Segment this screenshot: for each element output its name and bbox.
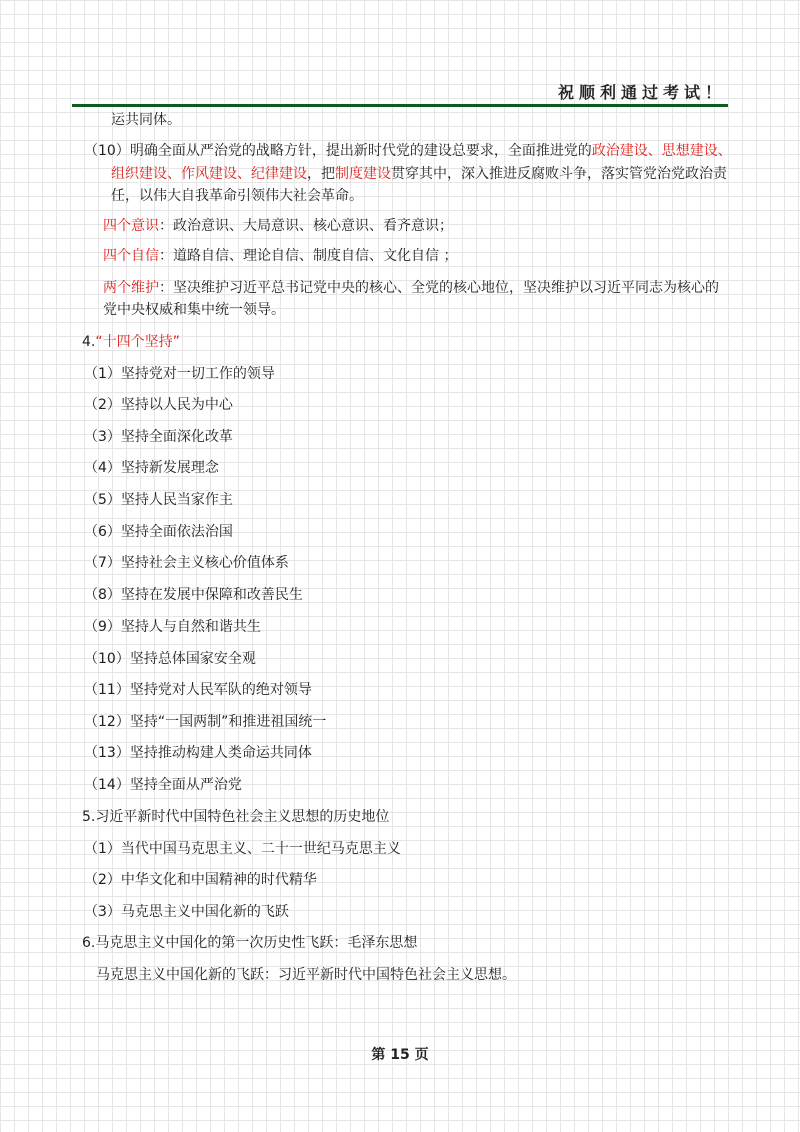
section4-title: “十四个坚持”: [95, 334, 180, 350]
list-item: （3）坚持全面深化改革: [84, 429, 233, 445]
page-number: 第 15 页: [371, 1047, 429, 1063]
section5-title: 5.习近平新时代中国特色社会主义思想的历史地位: [82, 809, 390, 825]
section4-number: 4.: [82, 334, 96, 350]
list-item: （1）当代中国马克思主义、二十一世纪马克思主义: [84, 841, 401, 857]
list-item: （14）坚持全面从严治党: [84, 777, 242, 793]
header-rule: [72, 104, 728, 107]
item10-line1-lead: （10）明确全面从严治党的战略方针，提出新时代党的建设总要求，全面推进党的: [84, 143, 592, 159]
liangweihu-line1: [103, 276, 719, 300]
item10-line1: [84, 139, 732, 163]
sixiang-line: [103, 214, 453, 238]
liangweihu-line2: 党中央权威和集中统一领导。: [103, 302, 285, 318]
liangweihu-text1: ：坚决维护习近平总书记党中央的核心、全党的核心地位，坚决维护以习近平同志为核心的: [159, 280, 719, 296]
sizixin-label: 四个自信: [103, 248, 159, 264]
list-item: （9）坚持人与自然和谐共生: [84, 619, 261, 635]
section4-heading: [82, 330, 180, 354]
list-item: （5）坚持人民当家作主: [84, 492, 233, 508]
item10-line2-mid: ，把: [307, 166, 335, 182]
item10-line2-red2: 制度建设: [335, 166, 391, 182]
sizixin-text: ：道路自信、理论自信、制度自信、文化自信 ；: [159, 248, 458, 264]
list-item: （11）坚持党对人民军队的绝对领导: [84, 682, 312, 698]
sizixin-line: [103, 244, 457, 268]
list-item: （13）坚持推动构建人类命运共同体: [84, 745, 312, 761]
item10-continuation: 运共同体。: [111, 112, 181, 128]
item10-line3: 任，以伟大自我革命引领伟大社会革命。: [111, 188, 363, 204]
item10-line2: [111, 162, 727, 186]
list-item: （2）坚持以人民为中心: [84, 397, 233, 413]
section6-title: 6.马克思主义中国化的第一次历史性飞跃：毛泽东思想: [82, 935, 418, 951]
list-item: （12）坚持“一国两制”和推进祖国统一: [84, 714, 327, 730]
item10-line2-red1: 组织建设、作风建设、纪律建设: [111, 166, 307, 182]
sixiang-label: 四个意识: [103, 218, 159, 234]
item10-line2-tail: 贯穿其中，深入推进反腐败斗争，落实管党治党政治责: [391, 166, 727, 182]
sixiang-text: ：政治意识、大局意识、核心意识、看齐意识；: [159, 218, 453, 234]
list-item: （7）坚持社会主义核心价值体系: [84, 555, 289, 571]
list-item: （2）中华文化和中国精神的时代精华: [84, 872, 317, 888]
list-item: （6）坚持全面依法治国: [84, 524, 233, 540]
list-item: （1）坚持党对一切工作的领导: [84, 366, 275, 382]
header-motto: 祝顺利通过考试！: [557, 83, 726, 102]
list-item: （4）坚持新发展理念: [84, 460, 219, 476]
list-item: （3）马克思主义中国化新的飞跃: [84, 904, 289, 920]
section6-text: 马克思主义中国化新的飞跃：习近平新时代中国特色社会主义思想。: [96, 967, 516, 983]
list-item: （8）坚持在发展中保障和改善民生: [84, 587, 303, 603]
list-item: （10）坚持总体国家安全观: [84, 651, 256, 667]
liangweihu-label: 两个维护: [103, 280, 159, 296]
item10-line1-red: 政治建设、思想建设、: [591, 143, 732, 159]
